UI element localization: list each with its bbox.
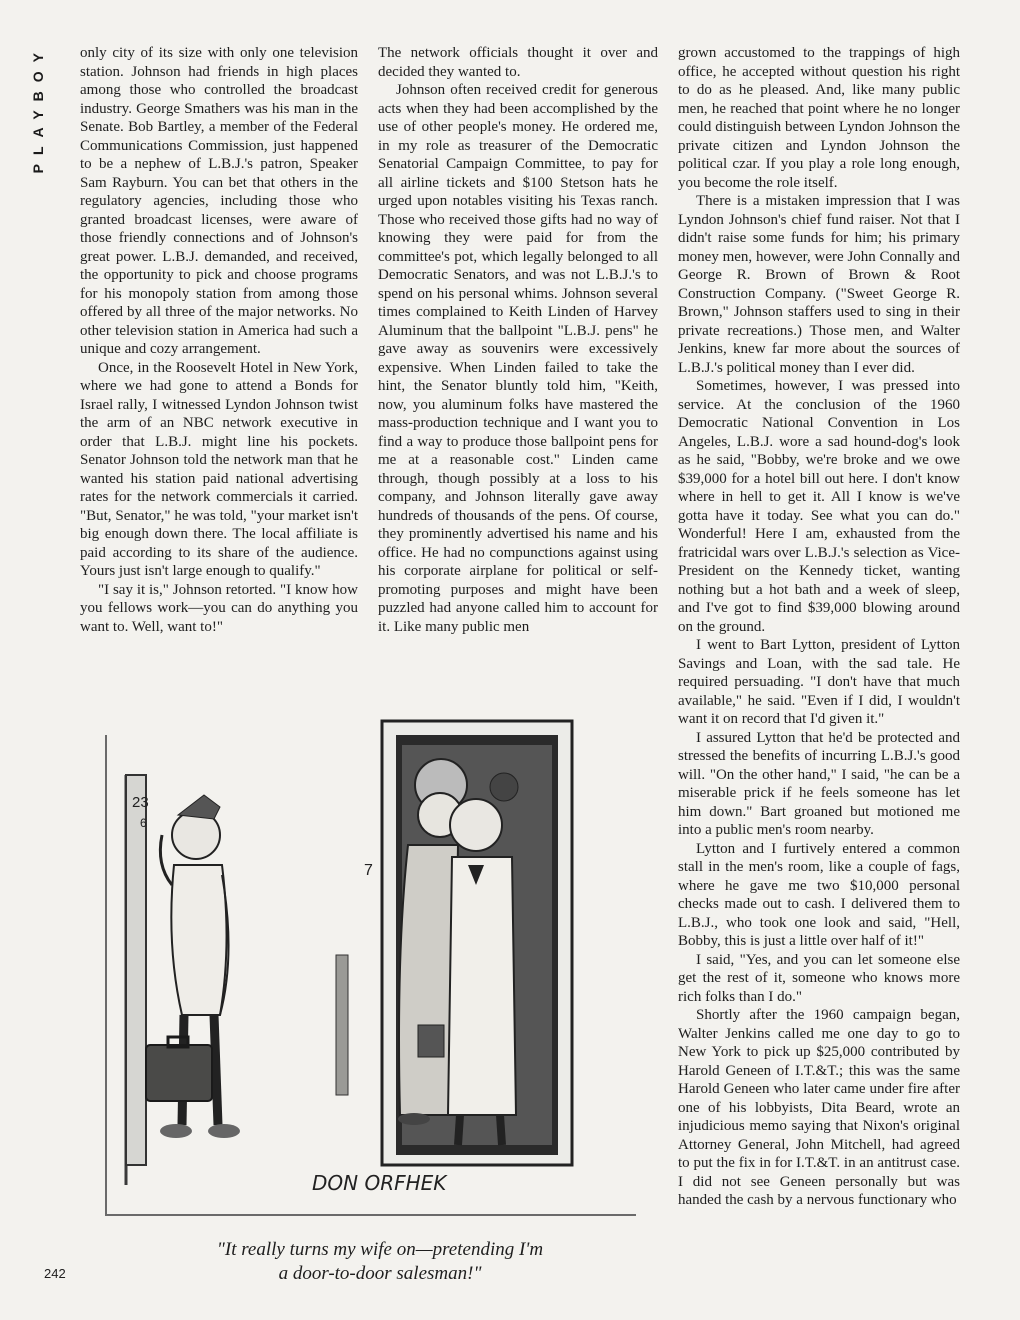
room-number: 6 — [140, 816, 147, 830]
paragraph: The network officials thought it over and decided they wanted to. — [378, 45, 658, 80]
room-number: 23 — [132, 794, 149, 811]
paragraph: Shortly after the 1960 campaign began, Walter Jenkins called me one day to go to New York to pick up $25,000 contributed by Harold Geneen of I.T.&T.; this was the same Harold Geneen who later came under fire after one of his lobbyists, Dita Beard, wrote an injudicious memo saying that Nixon's original Attorney General, John Mitchell, had agreed to put the fix in for I.T.&T. in an antitrust case. I did not see Geneen personally but was handed the cash by a nervous functionary who — [678, 1007, 960, 1208]
paragraph: I said, "Yes, and you can let someone else get the rest of it, someone who knows more rich folks than I do." — [678, 951, 960, 1005]
text-column-3 — [678, 44, 960, 1284]
caption-line: a door-to-door salesman!" — [278, 1263, 482, 1284]
naked-salesman-figure — [146, 795, 240, 1138]
paragraph: only city of its size with only one television station. Johnson had friends in high places among those who controlled the broadcast industry. George Smathers was his man in the Senate. Bob Bartley, a member of the Federal Communications Commission, just happened to be a nephew of L.B.J.'s patron, Speaker Sam Rayburn. You can bet that others in the regulatory agencies, including those who granted broadcast licenses, were aware of those friendly connections and of Johnson's great power. L.B.J. demanded, and received, the opportunity to pick and choose programs for his monopoly station from among those offered by all three of the major networks. No other television station in America had such a unique and cozy arrangement. — [80, 45, 358, 357]
paragraph: Lytton and I furtively entered a common stall in the men's room, like a couple of fags, where he gave me two $10,000 personal checks made out to cash. I delivered them to L.B.J., who took one look and said, "Hell, Bobby, this is just a little over half of it!" — [678, 840, 960, 949]
paragraph: "I say it is," Johnson retorted. "I know how you fellows work—you can do anything you want to. Well, want to!" — [80, 581, 358, 635]
cartoon-caption — [160, 1238, 600, 1286]
cartoon-illustration — [96, 715, 652, 1225]
paragraph: grown accustomed to the trappings of high office, he accepted without question his right to do as he pleased. And, like many public men, he reached that point where he no longer could distinguish between Lyndon Johnson the private citizen and Lyndon Johnson the political czar. If you play a role long enough, you become the role itself. — [678, 45, 960, 191]
door-number: 7 — [364, 862, 373, 879]
paragraph: Johnson often received credit for generous acts when they had been accomplished by the use of other people's money. He ordered me, in my role as treasurer of the Democratic Senatorial Campaign Committee, to pay for all airline tickets and $100 Stetson hats he urged upon notables visiting his Texas ranch. Those who received those gifts had no way of knowing they were paid for from the committee's pot, which legally belonged to all Democratic Senators, and was not L.B.J.'s to spend on his personal whims. Johnson several times complained to Keith Linden of Harvey Aluminum that the ballpoint "L.B.J. pens" he gave away as souvenirs were excessively expensive. When Linden failed to take the hint, the Senator bluntly told him, "Keith, now, you aluminum folks have mastered the mass-production technique and I want you to find a way to produce those ballpoint pens for me at a reasonable cost." Linden came through, though possibly at a loss to his company, and Johnson literally gave away hundreds of thousands of the pens. Of course, they prominently advertised his name and his office. He had no compunctions against using his corporate airplane for political or self-promoting purposes and might have been puzzled had anyone called him to account for it. Like many public men — [378, 82, 658, 635]
text-column-1 — [80, 44, 358, 684]
magazine-masthead: PLAYBOY — [30, 44, 46, 174]
text-column-2 — [378, 44, 658, 684]
paragraph: There is a mistaken impression that I was Lyndon Johnson's chief fund raiser. Not that I didn't raise some funds for him; his primary money men, however, were John Connally and George R. Brown of Brown & Root Construction Company. ("Sweet George R. Brown," Johnson staffers used to sing in their private recreations.) Those men, and Walter Jenkins, knew far more about the sources of L.B.J.'s political money than I ever did. — [678, 193, 960, 376]
paragraph: I assured Lytton that he'd be protected and stressed the benefits of incurring L.B.J.'s good will. "On the other hand," I said, "he can be a miserable prick if he feels someone has let him down." Bart groaned but motioned me into a public men's room nearby. — [678, 729, 960, 838]
paragraph: Once, in the Roosevelt Hotel in New York, where we had gone to attend a Bonds for Israel rally, I witnessed Lyndon Johnson twist the arm of an NBC network executive in order that L.B.J. might line his pockets. Senator Johnson told the network man that he wanted his station paid national advertising rates for the network commercials it carried. "But, Senator," he was told, "your market isn't big enough down there. The local affiliate is paid according to its share of the audience. Yours just isn't large enough to qualify." — [80, 359, 358, 579]
artist-signature: DON ORFHEK — [312, 1171, 447, 1195]
paragraph: Sometimes, however, I was pressed into service. At the conclusion of the 1960 Democratic National Convention in Los Angeles, L.B.J. wore a sad hound-dog's look as he said, "Bobby, we're broke and we owe $39,000 for a hotel bill out here. I don't know where in hell to get it. All I know is we've gotta have it today. See what you can do." Wonderful! Here I am, exhausted from the fratricidal wars over L.B.J.'s selection as Vice-President on the Kennedy ticket, wanting nothing but a hot bath and a week of sleep, and I've got to find $39,000 blowing around on the ground. — [678, 378, 960, 635]
caption-line: "It really turns my wife on—pretending I'm — [216, 1239, 544, 1260]
page-number: 242 — [44, 1266, 66, 1281]
paragraph: I went to Bart Lytton, president of Lytton Savings and Loan, with the sad tale. He required persuading. "I don't have that much available," he said. "Even if I did, I wouldn't want it on record that I'd given it." — [678, 637, 960, 727]
